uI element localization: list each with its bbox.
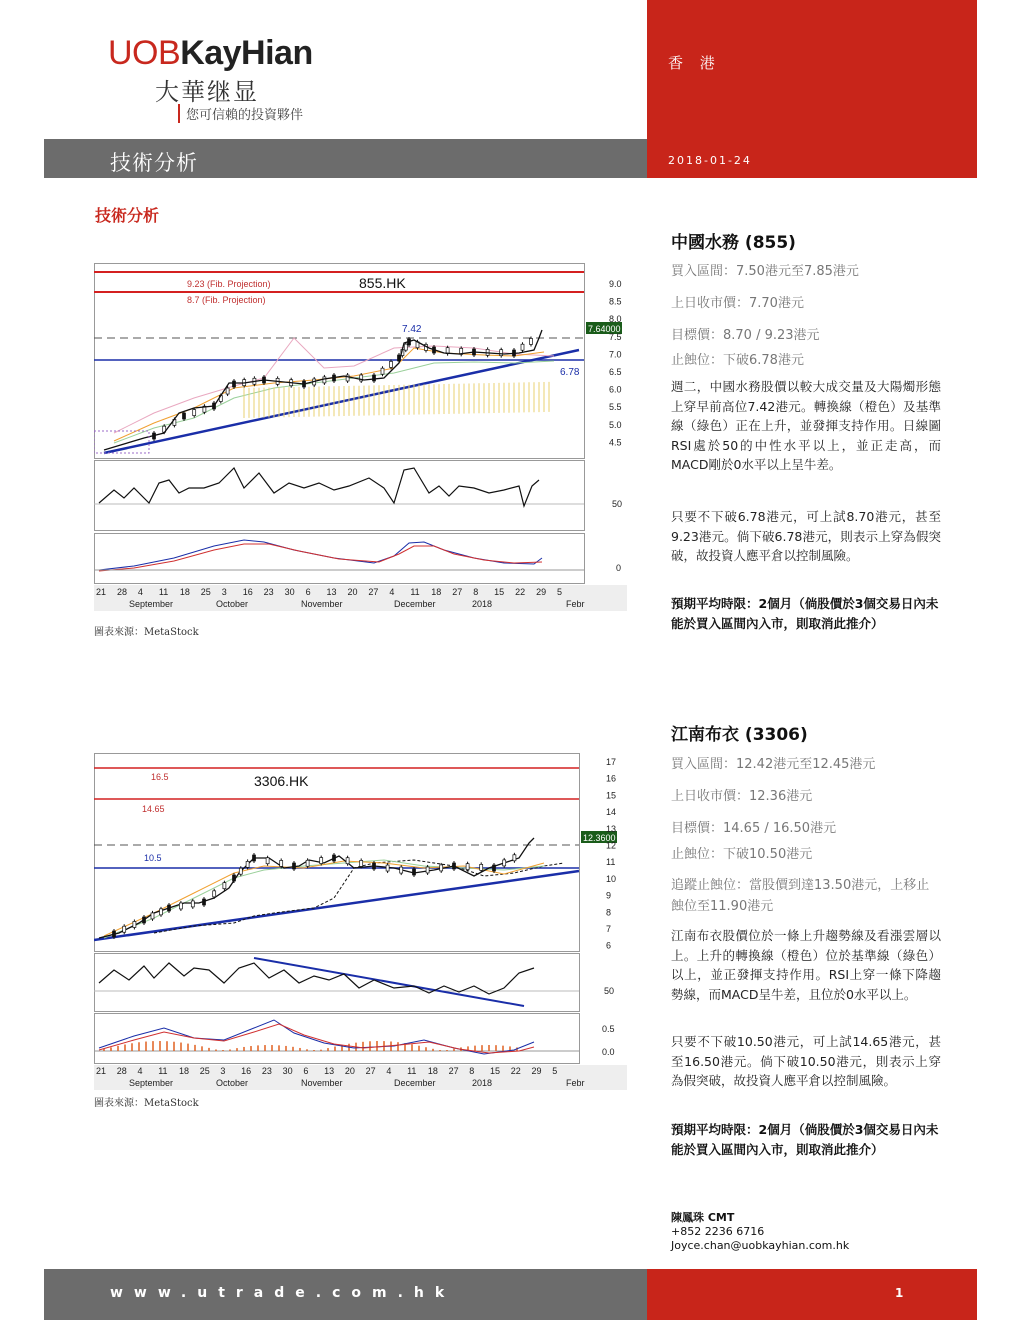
candle-body <box>113 931 116 937</box>
candle-body <box>239 868 242 874</box>
candle-body <box>360 860 363 866</box>
target-label-1: 16.5 <box>151 772 169 782</box>
day-tick: 11 <box>410 587 420 597</box>
price-tick: 8 <box>606 907 612 918</box>
candle-body <box>346 858 349 864</box>
day-tick: 27 <box>368 587 379 597</box>
day-tick: 16 <box>242 587 253 597</box>
price-tick: 12 <box>606 840 617 851</box>
analysis-855-2: 只要不下破6.78港元，可上試8.70港元，甚至9.23港元。倘下破6.78港元，則表示上穿為假突破，故投資人應平倉以控制風險。 <box>671 509 941 563</box>
day-tick: 22 <box>515 587 526 597</box>
price-axis <box>609 279 622 447</box>
candle-body <box>503 860 506 866</box>
day-tick: 6 <box>305 587 311 597</box>
candle-body <box>404 344 407 350</box>
candle-body <box>160 909 163 915</box>
day-tick: 18 <box>179 587 190 597</box>
candle-body <box>203 899 206 905</box>
support-label: 6.78 <box>560 367 580 378</box>
candle-body <box>280 860 283 866</box>
day-tick: 30 <box>282 1066 293 1076</box>
analysis-3306-1: 江南布衣股價位於一條上升趨勢線及看漲雲層以上。上升的轉換線（橙色）位於基準線（綠色）以上，並正發揮支持作用。RSI上穿一條下降趨勢線，而MACD呈牛差，且位於0水平以上。 <box>671 928 941 1002</box>
stock-title-3306: 江南布衣 (3306) <box>671 725 808 745</box>
price-tick: 13 <box>606 823 617 834</box>
candle-body <box>513 855 516 861</box>
day-tick: 28 <box>116 587 127 597</box>
month-tick: 2018 <box>472 599 493 609</box>
target-855: 目標價：8.70 / 9.23港元 <box>671 328 820 343</box>
month-tick: December <box>394 599 436 609</box>
candle-body <box>333 855 336 861</box>
month-tick: Febr <box>566 599 585 609</box>
day-tick: 11 <box>407 1066 417 1076</box>
chart-ticker: 855.HK <box>359 275 406 291</box>
last-price-text: 12.3600 <box>583 833 616 843</box>
brand-logo-chinese: 大華继显 <box>155 78 259 106</box>
price-panel <box>95 754 580 952</box>
candle-body <box>293 863 296 869</box>
price-tick: 15 <box>606 790 617 801</box>
candle-body <box>521 344 524 350</box>
buy-range-3306: 買入區間：12.42港元至12.45港元 <box>671 757 876 772</box>
day-tick: 18 <box>427 1066 438 1076</box>
price-tick: 6.0 <box>609 384 622 395</box>
candle-body <box>253 855 256 861</box>
trailing-stop-3306: 追蹤止蝕位：當股價到達13.50港元，上移止蝕位至11.90港元 <box>671 878 930 914</box>
candle-body <box>143 917 146 923</box>
candle-body <box>493 865 496 871</box>
day-tick: 15 <box>494 587 505 597</box>
price-tick: 7.5 <box>609 331 622 342</box>
candle-body <box>123 926 126 932</box>
brand-logo: UOBKayHian <box>108 34 313 72</box>
candle-body <box>480 864 483 870</box>
day-tick: 4 <box>137 1066 143 1076</box>
macd-tick: 0 <box>616 563 622 573</box>
day-tick: 4 <box>137 587 143 597</box>
candle-body <box>320 858 323 864</box>
day-tick: 20 <box>347 587 358 597</box>
target-label-2: 14.65 <box>142 804 165 814</box>
candle-body <box>306 860 309 866</box>
day-tick: 13 <box>326 587 337 597</box>
candle-body <box>386 865 389 871</box>
day-tick: 27 <box>365 1066 376 1076</box>
price-tick: 9 <box>606 890 612 901</box>
chart-source-2: 圖表來源：MetaStock <box>94 1098 199 1109</box>
price-tick: 17 <box>606 757 617 767</box>
candle-body <box>179 903 182 909</box>
day-tick: 11 <box>158 587 169 597</box>
day-tick: 4 <box>386 1066 392 1076</box>
section-title: 技術分析 <box>95 206 160 225</box>
analysis-855-1: 週二，中國水務股價以較大成交量及大陽燭形態上穿早前高位7.42港元。轉換線（橙色）及基準線（綠色）正在上升，並發揮支持作用。日線圖RSI處於50的中性水平以上，並正走高，而MACD剛於0水平以上呈牛差。 <box>671 379 941 472</box>
chart-source-1: 圖表來源：MetaStock <box>94 627 199 638</box>
day-tick: 18 <box>431 587 442 597</box>
day-tick: 25 <box>200 587 211 597</box>
page-number: 1 <box>895 1286 904 1300</box>
last-close-855: 上日收市價：7.70港元 <box>671 296 804 311</box>
day-tick: 28 <box>116 1066 127 1076</box>
price-tick: 7.0 <box>609 349 622 360</box>
stock-title-855: 中國水務 (855) <box>671 233 796 253</box>
day-tick: 30 <box>284 587 295 597</box>
price-tick: 5.0 <box>609 419 622 430</box>
price-tick: 9.0 <box>609 279 622 289</box>
candle-body <box>373 375 376 381</box>
candle-body <box>233 381 236 387</box>
analyst-email[interactable]: Joyce.chan@uobkayhian.com.hk <box>671 1239 850 1252</box>
day-tick: 29 <box>531 1066 542 1076</box>
day-tick: 27 <box>448 1066 459 1076</box>
candle-body <box>530 338 533 344</box>
date-axis <box>94 1065 627 1090</box>
price-tick: 6.5 <box>609 367 622 377</box>
candle-body <box>226 388 229 394</box>
day-tick: 8 <box>469 1066 475 1076</box>
day-tick: 23 <box>263 587 274 597</box>
footer-red-panel <box>647 1269 977 1320</box>
month-tick: November <box>301 1078 343 1088</box>
candle-body <box>426 867 429 873</box>
day-tick: 16 <box>241 1066 252 1076</box>
price-axis <box>606 757 616 951</box>
holding-855: 預期平均時限：2個月（倘股價於3個交易日內未能於買入區間內入市，則取消此推介） <box>671 596 939 631</box>
last-close-3306: 上日收市價：12.36港元 <box>671 789 813 804</box>
month-tick: October <box>216 599 249 609</box>
day-tick: 5 <box>552 1066 558 1076</box>
candle-body <box>440 865 443 871</box>
rsi-tick: 50 <box>604 986 615 996</box>
analyst-phone: +852 2236 6716 <box>671 1225 765 1238</box>
candle-body <box>193 410 196 416</box>
region-label: 香 港 <box>668 54 721 72</box>
report-type-title: 技術分析 <box>110 151 198 175</box>
day-tick: 21 <box>96 587 107 597</box>
macd-tick-2: 0.0 <box>602 1047 615 1057</box>
fib-label-1: 9.23 (Fib. Projection) <box>187 279 271 289</box>
day-tick: 22 <box>510 1066 521 1076</box>
day-tick: 6 <box>303 1066 309 1076</box>
analyst-name: 陳鳳珠 CMT <box>671 1211 735 1224</box>
date-axis <box>94 585 627 611</box>
day-tick: 21 <box>96 1066 107 1076</box>
candle-body <box>373 863 376 869</box>
stop-loss-3306: 止蝕位：下破10.50港元 <box>671 847 813 862</box>
macd-tick-1: 0.5 <box>602 1024 615 1034</box>
support-label: 10.5 <box>144 853 162 863</box>
candle-body <box>413 869 416 875</box>
holding-3306: 預期平均時限：2個月（倘股價於3個交易日內未能於買入區間內入市，則取消此推介） <box>671 1122 939 1157</box>
fib-label-2: 8.7 (Fib. Projection) <box>187 295 266 305</box>
buy-range-855: 買入區間：7.50港元至7.85港元 <box>671 264 859 279</box>
candle-body <box>191 901 194 907</box>
month-tick: Febr <box>566 1078 585 1088</box>
price-tick: 14 <box>606 807 617 818</box>
candle-body <box>213 891 216 897</box>
footer-url-link[interactable]: www.utrade.com.hk <box>110 1285 456 1301</box>
candle-body <box>168 905 171 911</box>
day-tick: 5 <box>557 587 563 597</box>
candle-body <box>133 921 136 927</box>
month-tick: 2018 <box>472 1078 493 1088</box>
report-date: 2018-01-24 <box>668 154 752 167</box>
price-tick: 7 <box>606 924 612 934</box>
month-tick: September <box>129 599 174 609</box>
chart-855 <box>94 258 627 611</box>
price-tick: 8.5 <box>609 296 622 307</box>
day-tick: 4 <box>389 587 395 597</box>
month-tick: September <box>129 1078 174 1088</box>
month-tick: November <box>301 599 343 609</box>
day-tick: 18 <box>178 1066 189 1076</box>
candle-body <box>400 867 403 873</box>
rsi-tick: 50 <box>612 499 623 509</box>
candle-body <box>266 858 269 864</box>
candle-body <box>453 863 456 869</box>
candle-body <box>500 350 503 356</box>
day-tick: 27 <box>452 587 463 597</box>
candle-body <box>466 864 469 870</box>
day-tick: 3 <box>221 587 227 597</box>
rsi-panel <box>95 461 585 531</box>
candle-body <box>323 377 326 383</box>
header-red-panel <box>647 0 977 178</box>
candle-body <box>233 875 236 881</box>
month-tick: October <box>216 1078 249 1088</box>
price-tick: 6 <box>606 940 612 951</box>
price-tick: 16 <box>606 773 617 784</box>
month-tick: December <box>394 1078 436 1088</box>
candle-body <box>246 861 249 867</box>
candle-body <box>390 361 393 367</box>
day-tick: 25 <box>199 1066 210 1076</box>
brand-tagline: 您可信賴的投資夥伴 <box>178 104 303 123</box>
candle-body <box>223 883 226 889</box>
macd-panel <box>95 1014 580 1064</box>
price-tick: 10 <box>606 873 617 884</box>
target-3306: 目標價：14.65 / 16.50港元 <box>671 821 837 836</box>
high-label: 7.42 <box>402 324 422 335</box>
price-tick: 11 <box>606 857 616 868</box>
day-tick: 20 <box>344 1066 355 1076</box>
day-tick: 29 <box>536 587 547 597</box>
price-tick: 8.0 <box>609 314 622 325</box>
candle-body <box>183 413 186 419</box>
day-tick: 8 <box>473 587 479 597</box>
chart-3306 <box>94 748 627 1090</box>
candle-body <box>151 913 154 919</box>
day-tick: 11 <box>158 1066 168 1076</box>
analysis-3306-2: 只要不下破10.50港元，可上試14.65港元，甚至16.50港元。倘下破10.50港元，則表示上穿為假突破，故投資人應平倉以控制風險。 <box>671 1034 941 1088</box>
last-price-text: 7.64000 <box>588 324 621 334</box>
day-tick: 13 <box>324 1066 335 1076</box>
day-tick: 15 <box>490 1066 501 1076</box>
price-tick: 4.5 <box>609 437 622 448</box>
candle-body <box>381 368 384 374</box>
stop-loss-855: 止蝕位：下破6.78港元 <box>671 353 804 368</box>
price-tick: 5.5 <box>609 402 622 413</box>
chart-ticker: 3306.HK <box>254 773 309 789</box>
day-tick: 3 <box>220 1066 226 1076</box>
day-tick: 23 <box>261 1066 272 1076</box>
